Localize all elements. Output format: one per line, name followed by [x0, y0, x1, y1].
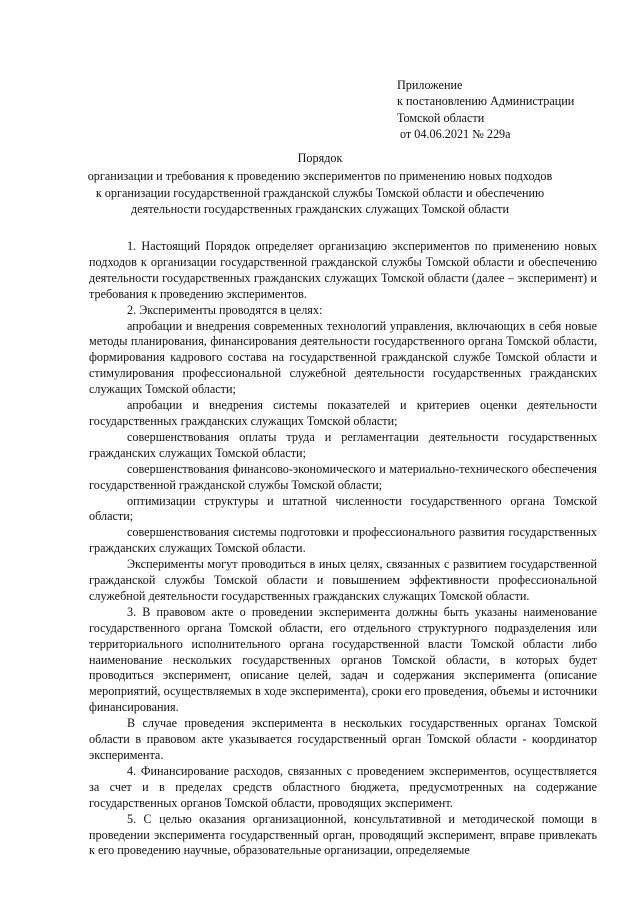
paragraph-goal-4: совершенствования финансово-экономического и материально-технического обеспечения государственной гражданской службы Томской области;: [89, 461, 597, 492]
paragraph-goal-2: апробации и внедрения системы показателей и критериев оценки деятельности государственных гражданских служащих Томской области;: [89, 398, 597, 428]
paragraph-3-coordinator: В случае проведения эксперимента в нескольких государственных органах Томской области в правовом акте указывается государственный орган Томской области - координатор эксперимента.: [89, 716, 597, 762]
paragraph-other-goals: Эксперименты могут проводиться в иных целях, связанных с развитием государственной гражданской службы Томской области и повышением эффективности профессиональной служебной деятельности государственных гражданских служащих Томской области.: [89, 557, 597, 603]
appendix-line-3: Томской области: [397, 110, 485, 125]
paragraph-goal-5: оптимизации структуры и штатной численности государственного органа Томской области;: [89, 493, 597, 524]
appendix-line-2: к постановлению Администрации: [397, 94, 575, 109]
paragraph-1: 1. Настоящий Порядок определяет организацию экспериментов по применению новых подходов к организации государственной гражданской службы Томской области и обеспечению деятельности государственных гражданских служащих Томской области (далее – эксперимент) и требования к проведению экспериментов.: [89, 239, 597, 301]
paragraph-goal-6: совершенствования системы подготовки и профессионального развития государственных гражданских служащих Томской области.: [89, 525, 597, 556]
paragraph-goal-1: апробации и внедрения современных технологий управления, включающих в себя новые методы планирования, финансирования деятельности государственного органа Томской области, формирования кадрового состава на государственной гражданской службе Томской области и стимулирования профессиональной служебной деятельности государственных гражданских служащих Томской области;: [89, 318, 597, 397]
paragraph-goal-3: совершенствования оплаты труда и регламентации деятельности государственных гражданских служащих Томской области;: [89, 429, 597, 460]
document-body: [89, 239, 597, 859]
title-subtitle-line-2: к организации государственной гражданской службы Томской области и обеспечению: [95, 185, 545, 200]
appendix-line-1: Приложение: [397, 78, 463, 92]
title-subtitle-line-1: организации и требования к проведению экспериментов по применению новых подходов: [87, 169, 553, 184]
paragraph-2: 2. Эксперименты проводятся в целях:: [127, 302, 323, 317]
document-title: [60, 150, 580, 217]
paragraph-4: 4. Финансирование расходов, связанных с проведением экспериментов, осуществляется за счет и в пределах средств областного бюджета, предусмотренных на содержание государственных органов Томской области, проводящих эксперимент.: [89, 763, 597, 810]
title-heading: Порядок: [297, 151, 343, 165]
paragraph-5: 5. С целью оказания организационной, консультативной и методической помощи в проведении эксперимента государственный орган, проводящий эксперимент, вправе привлекать к его проведению научные, образовательные организации, определяемые: [89, 811, 597, 858]
appendix-date: от 04.06.2021 № 229а: [400, 126, 511, 141]
title-subtitle-line-3: деятельности государственных гражданских служащих Томской области: [131, 201, 509, 216]
appendix-block: [397, 77, 617, 142]
paragraph-3: 3. В правовом акте о проведении эксперимента должны быть указаны наименование государственного органа Томской области, его отдельного структурного подразделения или территориального исполнительного органа государственной власти Томской области либо наименование нескольких государственных органов Томской области, в которых будет проводиться эксперимент, описание целей, задач и содержания эксперимента (описание мероприятий, осуществляемых в ходе эксперимента), сроки его проведения, объемы и источники финансирования.: [89, 604, 597, 715]
